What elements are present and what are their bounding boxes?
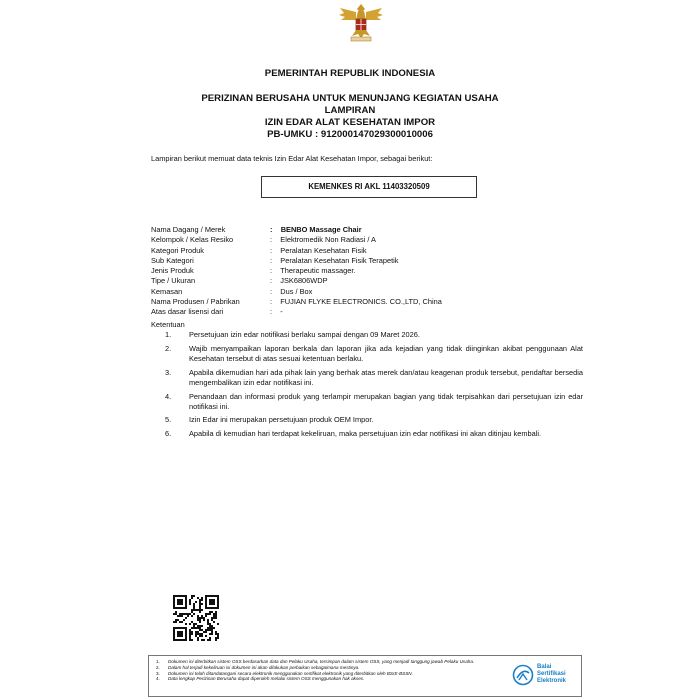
spec-value <box>270 276 328 286</box>
list-item <box>151 330 583 340</box>
note-text: Dalam hal terjadi kekeliruan isi dokumen ini akan dilakukan perbaikan sebagaimana mestinya. <box>168 664 360 670</box>
bse-line: Sertifikasi <box>537 671 566 677</box>
list-item <box>151 415 583 425</box>
product-type-value: Therapeutic massager. <box>280 266 356 276</box>
spec-value <box>270 235 376 245</box>
bse-line: Elektronik <box>537 678 567 684</box>
item-number: 3. <box>165 367 172 377</box>
spec-row <box>151 225 571 235</box>
packaging-value: Dus / Box <box>280 286 313 296</box>
note-text: Dokumen ini diterbitkan sistem OSS berdasarkan data dan Pelaku Usaha, tersimpan dalam sistem OSS, yang menjadi tanggung jawab Pelaku Usaha. <box>168 659 475 664</box>
garuda-emblem-icon <box>336 0 386 44</box>
list-item <box>151 392 583 412</box>
spec-value <box>270 307 283 317</box>
bse-logo-text <box>537 664 566 685</box>
list-item <box>151 368 583 388</box>
bse-logo <box>512 662 578 692</box>
government-title: PEMERINTAH REPUBLIK INDONESIA <box>264 68 436 79</box>
list-item <box>151 344 583 364</box>
spec-separator: : <box>270 255 273 265</box>
spec-label: Tipe / Ukuran <box>151 276 196 286</box>
spec-row <box>151 307 571 317</box>
item-text: Wajib menyampaikan laporan berkala dan laporan jika ada kejadian yang tidak diinginkan akibat penggunaan Alat Kesehatan tersebut di atas sesuai ketentuan berlaku. <box>189 343 583 363</box>
spec-separator: : <box>270 286 273 296</box>
spec-value <box>270 256 398 266</box>
note-number: 4. <box>156 676 160 682</box>
attachment-title: LAMPIRAN <box>324 105 376 116</box>
note-number: 2. <box>156 664 160 670</box>
spec-separator: : <box>270 297 273 307</box>
item-text: Apabila dikemudian hari ada pihak lain yang berhak atas merek dan/atau keagenan produk tersebut, pendaftar bersedia mengembalikan izin edar notifikasi ini. <box>189 367 583 387</box>
spec-row <box>151 256 571 266</box>
spec-separator: : <box>270 225 273 234</box>
pb-umku-number: PB-UMKU : 912000147029300010006 <box>267 129 433 140</box>
trade-name-value: BENBO Massage Chair <box>280 225 362 234</box>
item-number: 5. <box>165 415 172 425</box>
note-text: Dokumen ini telah ditandatangani secara elektronik menggunakan sertifikat elektronik yang diterbitkan oleh BSrE-BSSN. <box>168 670 413 676</box>
spec-separator: : <box>270 276 273 286</box>
manufacturer-value: FUJIAN FLYKE ELECTRONICS. CO.,LTD, China <box>280 297 442 307</box>
spec-value <box>270 297 442 307</box>
spec-value <box>270 266 355 276</box>
bse-logo-icon <box>512 664 534 686</box>
spec-value <box>270 225 362 235</box>
category-value: Peralatan Kesehatan Fisik <box>280 245 367 255</box>
license-source-value: - <box>280 307 283 317</box>
spec-row <box>151 235 571 245</box>
item-number: 1. <box>165 330 172 339</box>
item-text: Apabila di kemudian hari terdapat kekeliruan, maka persetujuan izin edar notifikasi ini akan ditinjau kembali. <box>189 429 542 439</box>
intro-text: Lampiran berikut memuat data teknis Izin Edar Alat Kesehatan Impor, sebagai berikut: <box>151 154 433 163</box>
spec-row <box>151 246 571 256</box>
spec-separator: : <box>270 235 273 245</box>
spec-label: Kemasan <box>151 286 183 296</box>
model-value: JSK6806WDP <box>280 276 328 286</box>
spec-label: Jenis Produk <box>151 266 194 276</box>
item-text: Izin Edar ini merupakan persetujuan produk OEM Impor. <box>189 415 374 425</box>
footer-notes <box>156 659 508 682</box>
sub-category-value: Peralatan Kesehatan Fisik Terapetik <box>280 255 399 265</box>
spec-row <box>151 287 571 297</box>
spec-value <box>270 287 312 297</box>
registration-number-box: KEMENKES RI AKL 11403320509 <box>261 176 477 198</box>
item-text: Persetujuan izin edar notifikasi berlaku sampai dengan 09 Maret 2026. <box>189 330 420 339</box>
spec-row <box>151 297 571 307</box>
spec-separator: : <box>270 245 273 255</box>
item-number: 2. <box>165 343 172 353</box>
note-text: Data lengkap Perizinan Berusaha dapat diperoleh melalui sistem OSS menggunakan hak akses. <box>168 676 365 682</box>
spec-label: Kelompok / Kelas Resiko <box>151 235 234 245</box>
spec-table <box>151 225 571 318</box>
footer-note <box>156 676 508 682</box>
spec-row <box>151 276 571 286</box>
footer-notes-box <box>148 655 582 697</box>
ketentuan-heading: Ketentuan <box>151 320 185 329</box>
spec-label: Kategori Produk <box>151 245 204 255</box>
note-number: 3. <box>156 670 160 676</box>
spec-label: Atas dasar lisensi dari <box>151 307 224 317</box>
list-item <box>151 429 583 439</box>
qr-code-icon[interactable] <box>173 595 219 641</box>
spec-row <box>151 266 571 276</box>
spec-separator: : <box>270 307 273 317</box>
note-number: 1. <box>156 659 160 664</box>
spec-separator: : <box>270 266 273 276</box>
ketentuan-list <box>151 330 583 443</box>
permit-title: PERIZINAN BERUSAHA UNTUK MENUNJANG KEGIATAN USAHA <box>201 93 499 104</box>
spec-label: Nama Produsen / Pabrikan <box>151 297 240 307</box>
spec-label: Sub Kategori <box>151 255 194 265</box>
item-text: Penandaan dan informasi produk yang terlampir merupakan bagian yang tidak terpisahkan dari persetujuan izin edar notifikasi ini. <box>189 391 583 411</box>
spec-value <box>270 246 367 256</box>
license-title: IZIN EDAR ALAT KESEHATAN IMPOR <box>264 117 436 128</box>
spec-label: Nama Dagang / Merek <box>151 225 226 234</box>
risk-class-value: Elektromedik Non Radiasi / A <box>280 235 376 245</box>
bse-line: Balai <box>537 664 552 670</box>
item-number: 6. <box>165 429 172 439</box>
item-number: 4. <box>165 391 172 401</box>
